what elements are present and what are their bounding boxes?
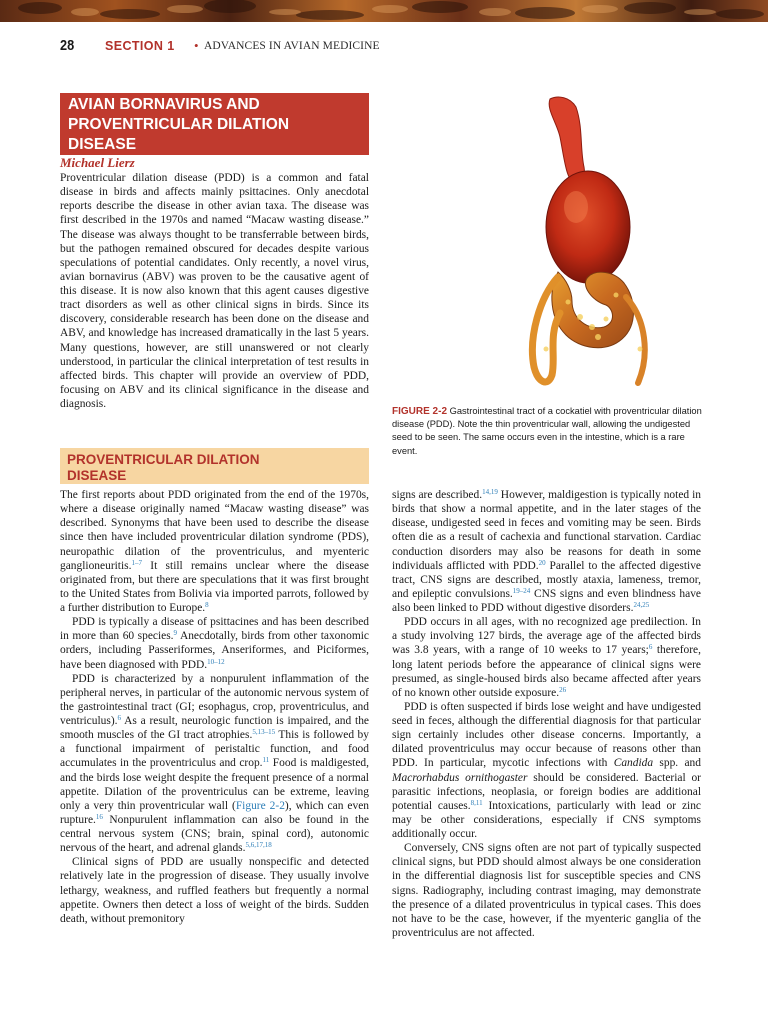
citation[interactable]: 5,6,17,18 [245,841,272,850]
text-run: CNS signs and even blindness have also been linked to PDD without digestive disorders. [392,587,702,614]
paragraph [392,700,701,841]
paragraph [60,855,369,926]
text-run: Anecdotally, birds from other taxonomic orders, including Passeriformes, Anseriformes, and Piciformes, have been diagnosed with PDD. [60,630,369,671]
italic-term: Candida [613,757,654,770]
paragraph [60,488,369,615]
chapter-author: Michael Lierz [60,155,135,170]
citation[interactable]: 9 [173,629,178,638]
text-run: Conversely, CNS signs often are not part of typically suspected clinical signs, but PDD should almost always be one consideration in the differential diagnosis list for susceptible species and CNS signs. Radiography, including contrast imaging, may demonstrate the presence of a dilated proventriculus in typical cases. This does not have to be the case, however, if the myenteric ganglia of the proventriculus are not affected. [392,842,701,939]
citation[interactable]: 10–12 [207,657,225,666]
paragraph [60,615,369,672]
section-label: SECTION 1 [105,39,175,53]
citation[interactable]: 8 [205,601,209,609]
banner-texture-image [0,0,768,22]
chapter-title: AVIAN BORNAVIRUS AND PROVENTRICULAR DILATION DISEASE [68,96,290,153]
header-banner-artwork [0,0,768,22]
chapter-title-box [60,93,369,155]
gi-tract-illustration [488,87,688,400]
citation[interactable]: 19–24 [512,586,531,595]
intro-text [60,171,369,411]
paragraph [392,615,701,700]
citation[interactable]: 20 [538,558,546,567]
citation[interactable]: 11 [262,756,270,765]
subheading: PROVENTRICULAR DILATION DISEASE [67,452,260,483]
page-number: 28 [60,37,75,54]
text-run: Intoxications, particularly with lead or zinc may be other considerations, especially if CNS symptoms additionally occur. [392,799,701,840]
citation[interactable]: 14,19 [482,488,498,496]
header-bullet: • [194,38,199,53]
text-run: Nonpurulent inflammation can also be found in the central nervous system (CNS; brain, spinal cord), autonomic nervous of the heart, and adrenal glands. [60,813,369,855]
citation[interactable]: 6 [117,714,121,722]
running-header [60,36,710,56]
text-run: Parallel to the affected digestive tract, CNS signs are described, mostly ataxia, lameness, tremor, and epileptic convulsions. [392,559,701,600]
paragraph [392,488,701,615]
text-run: signs are described. [392,489,483,501]
subheading-box [60,448,369,484]
citation[interactable]: 5,13–15 [252,728,276,737]
text-run: spp. and [653,757,701,770]
citation[interactable]: 26 [559,685,567,694]
citation[interactable]: 24,25 [633,601,650,609]
text-run: PDD is often suspected if birds lose weight and have undigested seed in feces, although the differential diagnosis for that particular sign certainly includes other disease concerns. Importantly, a dilated proventriculus may occur because of reasons other than PDD. In particular, mycotic infections with [392,700,701,770]
citation[interactable]: 16 [95,812,103,821]
text-run: As a result, neurologic function is impaired, and the smooth muscles of the GI tract atrophies. [60,715,369,742]
figure-photo [488,87,688,400]
italic-term: Macrorhabdus ornithogaster [392,771,528,784]
text-run: Food is maldigested, and the birds lose weight despite the frequent presence of a normal appetite. Dilation of the proventriculus can be extreme, leaving only a very thin proventricular wall ( [60,757,369,812]
right-column [392,488,701,940]
paragraph [60,672,369,856]
text-run: PDD occurs in all ages, with no recognized age predilection. In a study involving 127 birds, the average age of the affected birds was 3.8 years, with a range of 10 weeks to 17 years; [392,616,701,657]
citation[interactable]: 1–7 [131,558,142,567]
figure-caption [392,405,702,458]
text-run: PDD is characterized by a nonpurulent inflammation of the peripheral nerves, in particular of the autonomic nervous system of the gastrointestinal tract (GI; esophagus, crop, proventriculus, and ventriculus). [60,672,369,727]
text-run: PDD is typically a disease of psittacines and has been described in more than 60 species. [60,616,369,643]
text-run: ), which can even rupture. [60,799,369,826]
intro-paragraph: Proventricular dilation disease (PDD) is a common and fatal disease in birds and affects mainly psittacines. Only anecdotal reports describe the disease in other avian taxa. The disease was first described in the 1970s and named “Macaw wasting disease.” The disease was always thought to be transferrable between birds, but the pathogen remained obscured for decades despite various speculations of potential candidates. Only recently, a novel virus, avian bornavirus (ABV) was proven to be the causative agent of this disease. It is now also known that this agent causes digestive tract disorders as well as other clinical signs in birds. Since its discovery, considerable research has been done on the disease and ABV, and knowledge has increased dramatically in the last 5 years. Many questions, however, are still unanswered or not clearly understood, in particular the clinical interpretation of test results in affected birds. This chapter will provide an overview of PDD, focusing on ABV and its clinical significance in the disease and diagnosis. [60,172,369,410]
text-run: This is followed by a functional impairment of peristaltic function, and food accumulates in the proventriculus and crop. [60,729,369,770]
paragraph [392,841,701,940]
figure-link[interactable]: Figure 2-2 [235,799,285,812]
text-run: Clinical signs of PDD are usually nonspecific and detected relatively late in the progression of disease. They usually involve lethargy, weakness, and ruffled feathers but frequently a normal appetite. Owners then detect a loss of weight of the birds. Sudden death, without premonitory [60,856,369,925]
text-run: should be considered. Bacterial or parasitic infections, neoplasia, or foreign bodies are additional potential causes. [392,771,701,812]
citation[interactable]: 8,11 [470,798,483,807]
figure-label: FIGURE 2-2 [392,406,448,417]
text-run: The first reports about PDD originated from the end of the 1970s, where a disease originally named “Macaw wasting disease” was described. Synonyms that have been used to describe the disease since then have included proventricular dilation syndrome (PDS), neuropathic dilation of the proventriculus, and myenteric ganglioneuritis. [60,489,369,572]
left-column [60,488,369,926]
text-run: It still remains unclear where the disease originated from, but there are speculations that it was first brought to the United States from Bolivia via imported parrots, followed by a further distribution to Europe. [60,559,369,614]
citation[interactable]: 6 [648,643,653,652]
text-run: therefore, long latent periods before the appearance of clinical signs were presumed, as single-housed birds also became affected after years of no known other outside exposure. [392,644,701,699]
text-run: However, maldigestion is typically noted in birds that show a normal appetite, and in the later stages of the disease, undigested seed in feces and vomiting may be seen. Birds often die as a result of cachexia and functional starvation. Cardiac conduction disorders may also be reasons for death in some individuals afflicted with PDD. [392,489,701,572]
figure-caption-text: Gastrointestinal tract of a cockatiel with proventricular dilation disease (PDD). Note the thin proventricular wall, allowing the undigested seed to be seen. The same occurs even in the intestine, which is a rare event. [392,406,702,456]
section-title: ADVANCES IN AVIAN MEDICINE [204,40,380,52]
